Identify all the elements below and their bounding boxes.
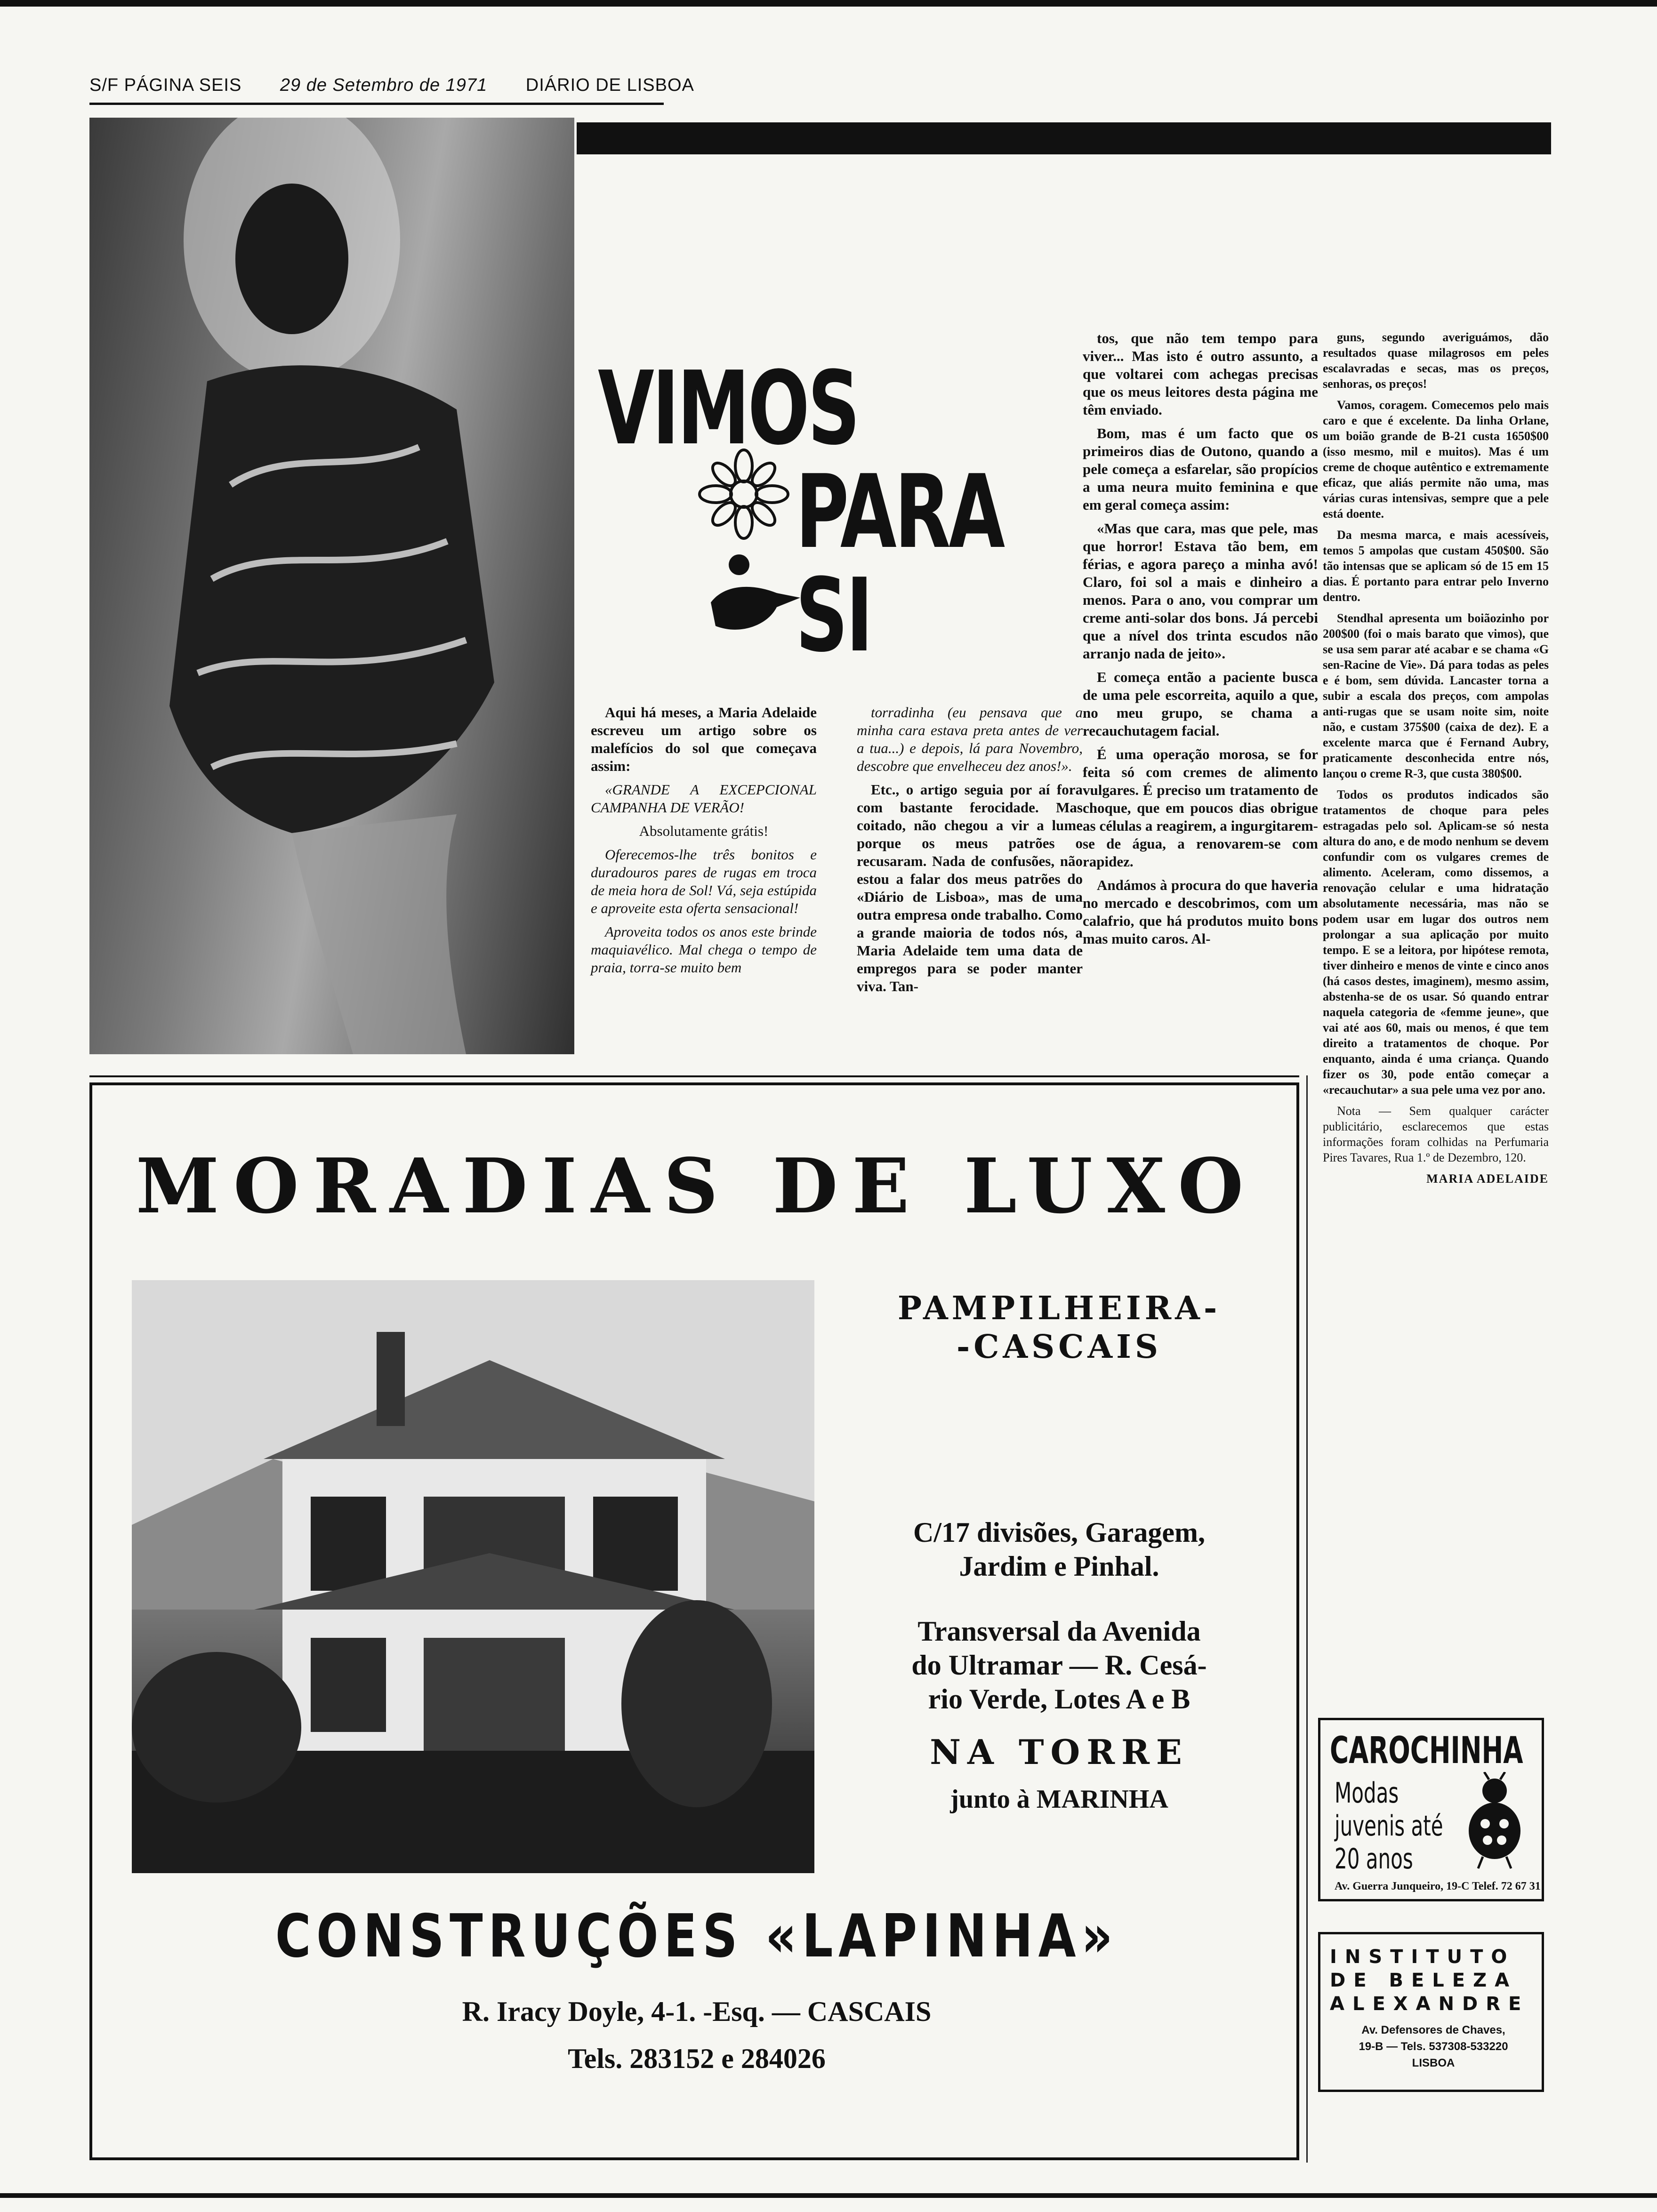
instituto-advertisement: [1318, 1932, 1544, 2092]
article-signature: MARIA ADELAIDE: [1426, 1172, 1549, 1186]
ad-builder-address: R. Iracy Doyle, 4-1. -Esq. — CASCAIS: [462, 1996, 932, 2027]
page-number: S/F PÁGINA SEIS: [89, 75, 242, 95]
article-paragraph: Oferecemos-lhe três bonitos e duradouros pares de rugas em troca de meia hora de Sol! Vá, seja estúpida e aproveite esta oferta sensacional!: [591, 846, 817, 916]
article-paragraph: Bom, mas é um facto que os primeiros dias de Outono, quando a pele começa a esfarelar, são propícios a uma neura muito feminina e que em geral começa assim:: [1083, 425, 1318, 513]
article-paragraph: «Mas que cara, mas que pele, mas que horror! Estava tão bem, em férias, e agora pareço a minha avó! Claro, foi sol a mais e dinheiro a menos. Para o ano, vou comprar um creme anti-solar dos bons. Já percebi que a nível dos trinta escudos não arranjo nada de jeito».: [1083, 520, 1318, 662]
article-column-2: [857, 704, 1083, 1001]
carochinha-phone: Telef. 72 67 31: [1472, 1880, 1541, 1892]
headline-word-2: PARA: [796, 453, 1003, 571]
article-paragraph: E começa então a paciente busca de uma pele escorreita, aquilo a que, no meu grupo, se chama a recauchutagem facial.: [1083, 669, 1318, 739]
article-paragraph: Etc., o artigo seguia por aí fora com bastante ferocidade. Mas coitado, não chegou a vir a lume porque os meus patrões o recusaram. Nada de confusões, não estou a falar dos meus patrões do «Diário de Lisboa», mas de uma outra empresa onde trabalho. Como a grande maioria de todos nós, a Maria Adelaide tem uma data de empregos para se poder manter viva. Tan-: [857, 781, 1083, 994]
ad-top-rule: [89, 1075, 1299, 1077]
article-paragraph: Stendhal apresenta um boiãozinho por 200$00 (foi o mais barato que vimos), que se usa sem parar até acabar e se chama «G sen-Racine de Vie». Dá para todas as peles e é bom, sem dúvida. Lancaster torna a subir a escala dos preços, com ampolas anti-rugas que se usam noite sim, noite não, e custam 375$00 (caixa de dez). E a excelente marca que é Fernand Aubry, praticamente desconhecida entre nós, lançou o creme R-3, que custa 380$00.: [1323, 611, 1549, 780]
issue-date: 29 de Setembro de 1971: [280, 75, 488, 95]
carochinha-line: 20 anos: [1335, 1843, 1413, 1875]
carochinha-address: Av. Guerra Junqueiro, 19-C: [1335, 1880, 1470, 1892]
article-paragraph: torradinha (eu pensava que a minha cara estava preta antes de ver a tua...) e depois, lá para Novembro, descobre que envelheceu dez anos!».: [857, 704, 1083, 774]
instituto-line: ALEXANDRE: [1330, 1993, 1529, 2015]
ad-title: MORADIAS DE LUXO: [136, 1142, 1258, 1230]
carochinha-contact: [1335, 1880, 1541, 1893]
ad-address: [852, 1614, 1266, 1716]
ad-builder-name: CONSTRUÇÕES «LAPINHA»: [275, 1901, 1118, 1971]
article-note: Nota — Sem qualquer carácter publicitário, esclarecemos que estas informações foram colhidas na Perfumaria Pires Tavares, Rua 1.º de Dezembro, 120.: [1323, 1104, 1549, 1164]
ad-features: [852, 1515, 1266, 1583]
carochinha-line: Modas: [1335, 1777, 1399, 1810]
instituto-line: INSTITUTO: [1330, 1946, 1515, 1968]
page-bottom-border: [0, 2193, 1657, 2198]
page-top-border: [0, 0, 1657, 7]
house-photo: [132, 1280, 814, 1873]
ad-address-line: rio Verde, Lotes A e B: [928, 1683, 1190, 1715]
newspaper-name: DIÁRIO DE LISBOA: [525, 75, 694, 95]
article-column-4: [1323, 329, 1549, 1192]
carochinha-line: juvenis até: [1335, 1810, 1443, 1843]
ad-location-line: -CASCAIS: [956, 1328, 1162, 1366]
page-header: [89, 75, 727, 96]
ladybug-illustration: [1462, 1772, 1528, 1871]
article-paragraph: guns, segundo averiguámos, dão resultados quase milagrosos em peles escalavradas e secas, mas os preços, senhoras, os preços!: [1323, 330, 1549, 391]
header-rule: [89, 103, 664, 105]
ad-builder-phones: Tels. 283152 e 284026: [568, 2043, 826, 2074]
flower-hand-illustration: [683, 447, 805, 645]
instituto-line: DE BELEZA: [1330, 1970, 1518, 1991]
article-column-3: [1083, 329, 1318, 954]
article-paragraph: Andámos à procura do que haveria no mercado e descobrimos, com um calafrio, que há produtos muito bons mas muito caros. Al-: [1083, 877, 1318, 947]
ad-location-line: PAMPILHEIRA-: [897, 1290, 1221, 1327]
article-paragraph: Aqui há meses, a Maria Adelaide escreveu um artigo sobre os malefícios do sol que começava assim:: [591, 704, 817, 774]
article-headline: [598, 349, 1059, 678]
ad-features-line: Jardim e Pinhal.: [959, 1551, 1159, 1582]
article-paragraph: Da mesma marca, e mais acessíveis, temos 5 ampolas que custam 450$00. São tão intensas que se aplicam só de 15 em 15 dias. É portanto para entrar pelo Inverno dentro.: [1323, 528, 1549, 604]
article-paragraph: É uma operação morosa, se for feita só com cremes de alimento vulgares. É preciso um tratamento de choque, que em poucos dias obrigue as células a reagirem, a ingurgitarem-se de água, a renovarem-se com rapidez.: [1083, 746, 1318, 870]
ad-features-line: C/17 divisões, Garagem,: [913, 1517, 1205, 1548]
swimsuit-photo: [89, 118, 574, 1054]
headline-word-3: SI: [796, 556, 871, 674]
ad-address-line: do Ultramar — R. Cesá-: [911, 1650, 1207, 1681]
instituto-address: Av. Defensores de Chaves,: [1361, 2024, 1505, 2036]
article-paragraph: Vamos, coragem. Comecemos pelo mais caro e que é excelente. Da linha Orlane, um boião grande de B-21 custa 1650$00 (isso mesmo, mil e muitos). Mas é um creme de choque autêntico e extremamente eficaz, que aliás permite não uma, mas várias curas intensivas, sempre que a pele está doente.: [1323, 398, 1549, 521]
instituto-phones: 19-B — Tels. 537308-533220: [1359, 2040, 1508, 2053]
instituto-city: LISBOA: [1412, 2057, 1455, 2069]
ad-location: [852, 1290, 1266, 1366]
article-paragraph: «GRANDE A EXCEPCIONAL CAMPANHA DE VERÃO!: [591, 781, 817, 816]
carochinha-advertisement: [1318, 1718, 1544, 1901]
ad-marinha: junto à MARINHA: [950, 1785, 1168, 1814]
article-top-bar: [577, 122, 1551, 154]
ad-torre: NA TORRE: [930, 1732, 1189, 1772]
article-paragraph: Aproveita todos os anos este brinde maquiavélico. Mal chega o tempo de praia, torra-se muito bem: [591, 923, 817, 976]
article-paragraph: tos, que não tem tempo para viver... Mas isto é outro assunto, a que voltarei com achegas precisas que os meus leitores desta página me têm enviado.: [1083, 330, 1318, 418]
article-paragraph: Absolutamente grátis!: [639, 823, 769, 839]
headline-word-1: VIMOS: [598, 349, 858, 467]
carochinha-title: CAROCHINHA: [1330, 1730, 1523, 1772]
ad-address-line: Transversal da Avenida: [917, 1616, 1201, 1647]
column-rule: [1306, 1075, 1308, 2163]
article-paragraph: Todos os produtos indicados são tratamentos de choque para peles estragadas pelo sol. Aplicam-se só nesta altura do ano, e de modo nenhum se devem confundir com os vulgares cremes de alimento. Aceleram, como dissemos, a renovação celular e uma hidratação absolutamente necessária, mas não se podem usar em lugar dos outros nem prolongar a sua aplicação por muito tempo. E se a leitora, por hipótese remota, tiver dinheiro e menos de vinte e cinco anos (há casos destes, imaginem), mesmo assim, abstenha-se de os usar. Só quando entrar naquela categoria de «femme jeune», que vai até aos 60, mais ou menos, é que tem direito a tratamentos de choque. Por enquanto, ainda é uma criança. Quando fizer os 30, pode então começar a «recauchutar» a sua pele uma vez por ano.: [1323, 788, 1549, 1097]
article-column-1: [591, 704, 817, 982]
